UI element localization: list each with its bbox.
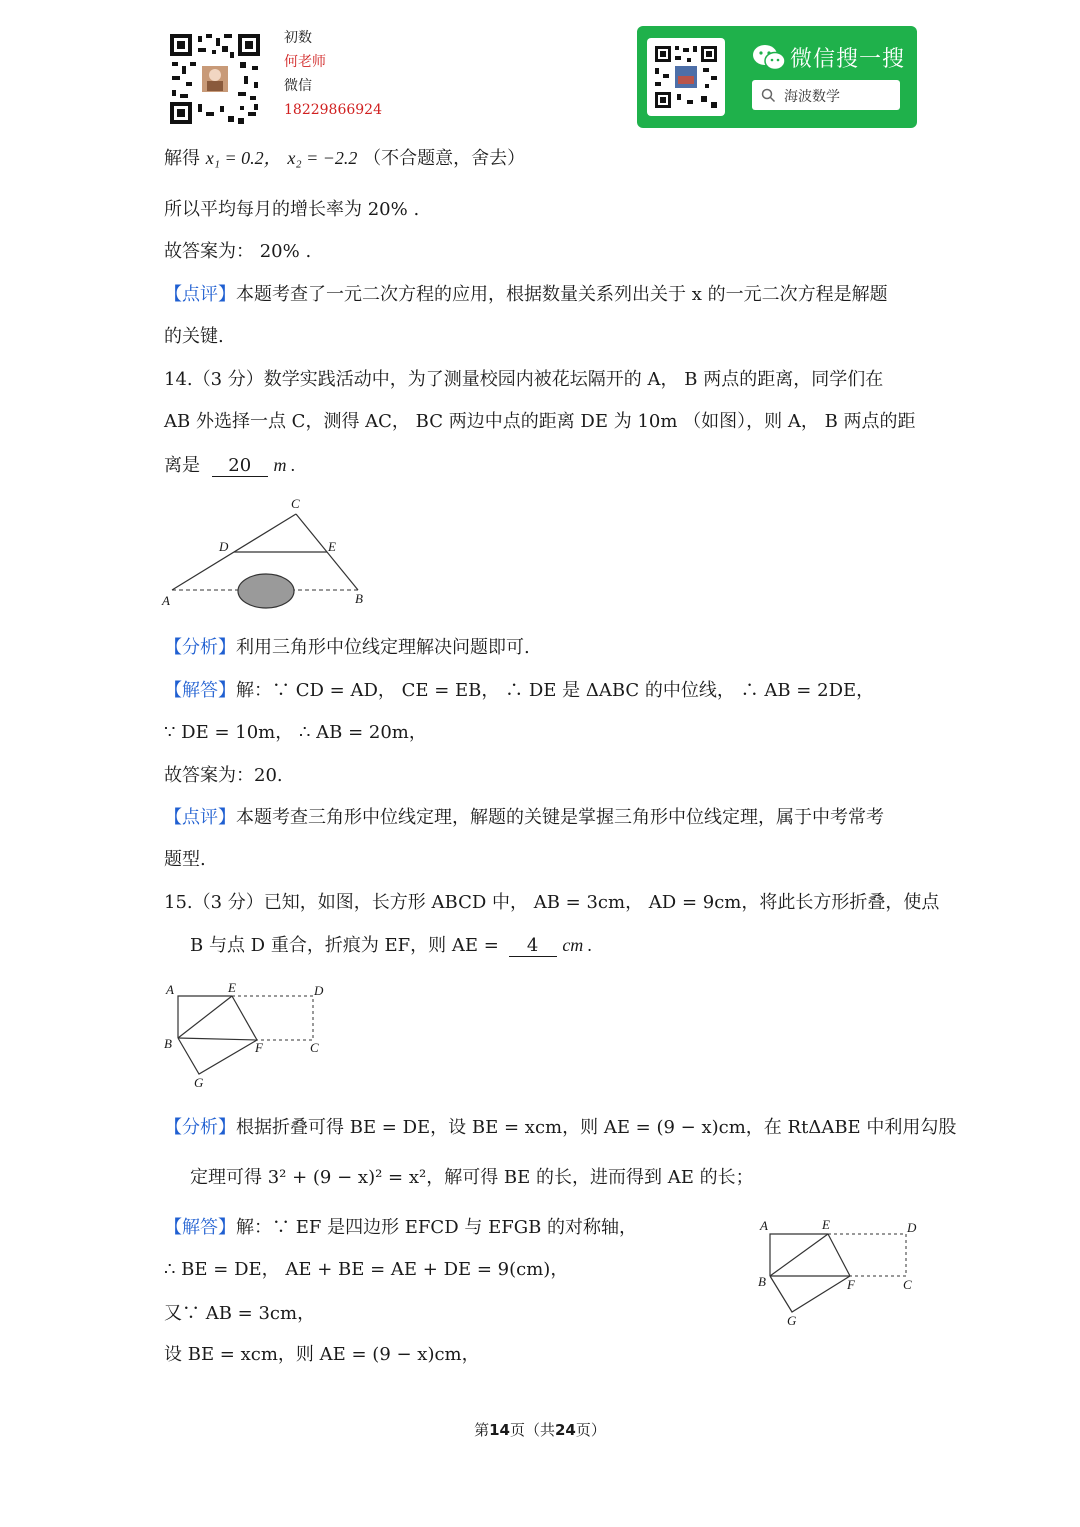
- solution-text: 解：∵ EF 是四边形 EFCD 与 EFGB 的对称轴，: [236, 1217, 638, 1238]
- figure-15-fold: [160, 980, 335, 1092]
- label-B: B: [758, 1274, 766, 1289]
- solution-15-line4: 设 BE = xcm，则 AE = (9 − x)cm，: [164, 1344, 480, 1365]
- page-footer: [0, 1419, 1080, 1440]
- unit-text: cm .: [562, 935, 593, 955]
- solution-line-rate: 所以平均每月的增长率为 20% .: [164, 199, 420, 220]
- label-E: E: [328, 539, 336, 554]
- segment-EF: [828, 1234, 850, 1276]
- contact-wechat-label: 微信: [284, 78, 312, 94]
- root-x1: x₁ = 0.2，: [205, 148, 282, 168]
- label-B: B: [355, 591, 363, 606]
- qr-code-contact: [168, 32, 262, 126]
- qr-code-icon: [647, 38, 725, 116]
- wechat-qr-code: [647, 38, 725, 116]
- comment-text: 本题考查了一元二次方程的应用，根据数量关系列出关于 x 的一元二次方程是解题: [236, 284, 888, 305]
- solution-line-roots: [164, 146, 525, 171]
- label-B: B: [164, 1036, 172, 1051]
- segment-EF: [232, 996, 257, 1040]
- contact-phone: 18229866924: [284, 102, 382, 118]
- wechat-logo-icon: [752, 44, 786, 72]
- analysis-text: 根据折叠可得 BE = DE，设 BE = xcm，则 AE = (9 − x)cm，在 RtΔABE 中利用勾股: [236, 1117, 957, 1138]
- label-D: D: [314, 983, 324, 998]
- label-F: F: [847, 1277, 855, 1292]
- segment-BE: [770, 1234, 828, 1276]
- solution-tag: 【解答】: [164, 680, 236, 701]
- contact-teacher: 何老师: [284, 54, 326, 70]
- analysis-tag: 【分析】: [164, 1117, 236, 1138]
- footer-prefix: 第: [474, 1421, 490, 1439]
- text-prefix: 离是: [164, 455, 200, 476]
- solution-text: 解：∵ CD = AD， CE = EB， ∴ DE 是 ΔABC 的中位线， ∴ AB = 2DE，: [236, 680, 875, 701]
- comment-14-line1: [164, 806, 884, 830]
- figure-15-fold-solution: [752, 1214, 922, 1330]
- solution-15-line1: [164, 1216, 637, 1240]
- comment-13-line1: [164, 283, 888, 307]
- question-15-line1: 15.（3 分）已知，如图，长方形 ABCD 中， AB = 3cm， AD = 9cm，将此长方形折叠，使点: [164, 892, 940, 913]
- flower-bed-ellipse: [238, 574, 294, 608]
- analysis-text: 利用三角形中位线定理解决问题即可.: [236, 637, 530, 658]
- root-note: （不合题意，舍去）: [363, 148, 526, 169]
- segment-BGF: [770, 1276, 850, 1312]
- wechat-search-title: 微信搜一搜: [790, 47, 906, 72]
- question-14-line1: 14.（3 分）数学实践活动中，为了测量校园内被花坛隔开的 A， B 两点的距离，同学们在: [164, 369, 884, 390]
- label-E: E: [822, 1217, 830, 1232]
- contact-subject: 初数: [284, 30, 312, 46]
- label-G: G: [787, 1313, 797, 1328]
- question-15-line2: [190, 933, 592, 958]
- search-icon: [761, 88, 776, 103]
- analysis-tag: 【分析】: [164, 637, 236, 658]
- wechat-search-box[interactable]: [752, 80, 900, 110]
- label-D: D: [907, 1220, 917, 1235]
- segment-BF: [178, 1038, 257, 1040]
- label-F: F: [255, 1040, 263, 1055]
- solution-15-line3: 又∵ AB = 3cm，: [164, 1303, 316, 1324]
- analysis-15-line1: [164, 1116, 956, 1140]
- label-C: C: [903, 1277, 912, 1292]
- comment-text: 本题考查三角形中位线定理，解题的关键是掌握三角形中位线定理，属于中考常考: [236, 807, 884, 828]
- contact-info: [284, 26, 382, 122]
- analysis-14: [164, 636, 530, 660]
- footer-suffix: 页）: [575, 1421, 606, 1439]
- label-C: C: [291, 496, 300, 511]
- label-D: D: [219, 539, 229, 554]
- answer-line-13: 故答案为： 20% .: [164, 241, 312, 262]
- comment-14-line2: 题型.: [164, 849, 206, 870]
- segment-BGF: [178, 1038, 257, 1074]
- answer-line-14: 故答案为：20.: [164, 765, 283, 786]
- solution-tag: 【解答】: [164, 1217, 236, 1238]
- folded-away-dashed: [828, 1234, 906, 1276]
- question-14-line2: AB 外选择一点 C，测得 AC， BC 两边中点的距离 DE 为 10m （如图），则 A， B 两点的距: [164, 411, 916, 432]
- qr-code-icon: [168, 32, 262, 126]
- answer-blank-14: 20: [212, 456, 268, 477]
- label-A: A: [166, 982, 174, 997]
- root-x2: x₂ = −2.2: [287, 148, 358, 168]
- solution-15-line2: ∴ BE = DE， AE + BE = AE + DE = 9(cm)，: [164, 1259, 569, 1280]
- figure-14-triangle: [158, 492, 378, 614]
- question-14-line3: [164, 453, 295, 478]
- analysis-15-line2: 定理可得 3² + (9 − x)² = x²，解可得 BE 的长，进而得到 AE 的长；: [190, 1167, 754, 1188]
- footer-mid: 页（共: [509, 1421, 555, 1439]
- label-A: A: [760, 1218, 768, 1233]
- comment-13-line2: 的关键.: [164, 326, 224, 347]
- page-total: 24: [555, 1421, 576, 1439]
- text-prefix: B 与点 D 重合，折痕为 EF，则 AE =: [190, 935, 499, 956]
- label-A: A: [162, 593, 170, 608]
- comment-tag: 【点评】: [164, 284, 236, 305]
- text-prefix: 解得: [164, 148, 200, 169]
- solution-14-line1: [164, 679, 874, 703]
- label-G: G: [194, 1075, 204, 1090]
- label-E: E: [228, 980, 236, 995]
- comment-tag: 【点评】: [164, 807, 236, 828]
- solution-14-line2: ∵ DE = 10m， ∴ AB = 20m，: [164, 722, 427, 743]
- page-number: 14: [489, 1421, 510, 1439]
- answer-blank-15: 4: [509, 936, 557, 957]
- label-C: C: [310, 1040, 319, 1055]
- segment-BE: [178, 996, 232, 1038]
- unit-text: m .: [273, 455, 296, 475]
- wechat-search-query: 海波数学: [784, 89, 840, 105]
